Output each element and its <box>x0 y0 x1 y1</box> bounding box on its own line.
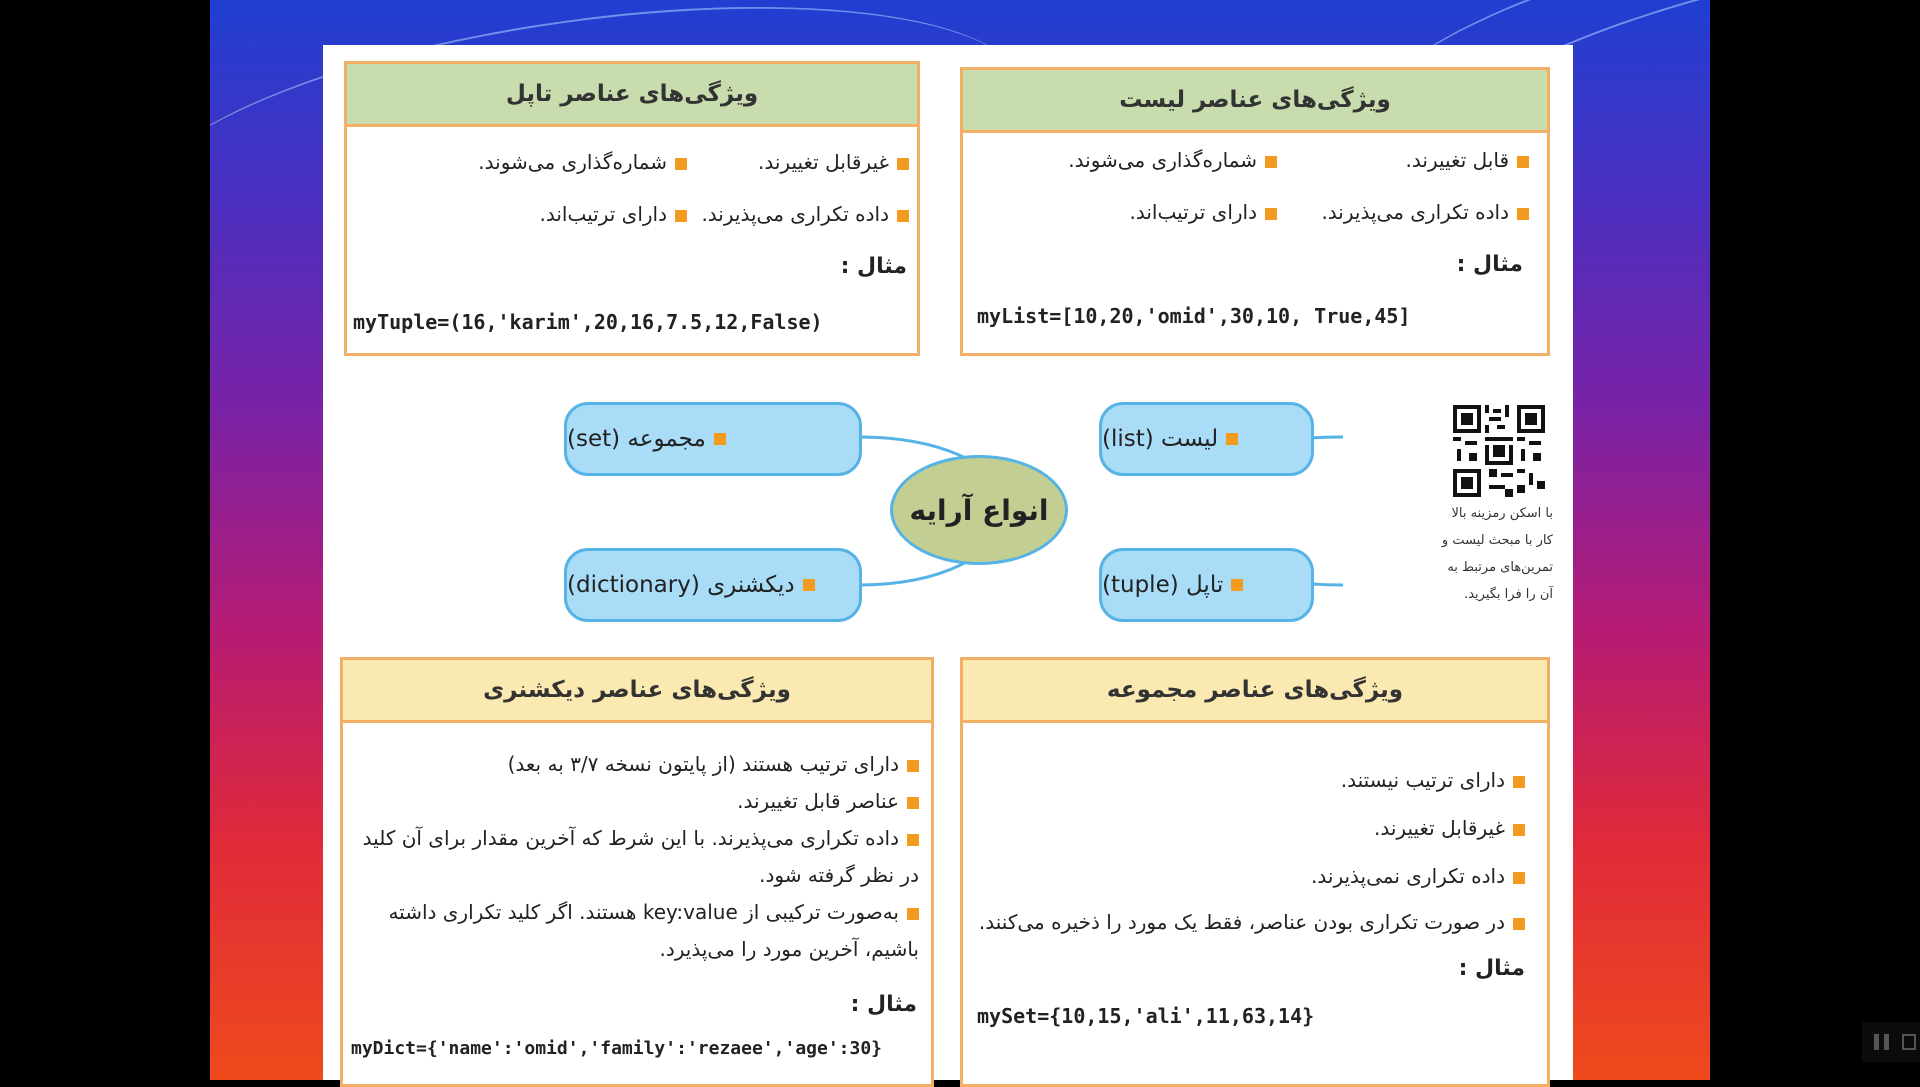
bullet-icon <box>907 797 919 809</box>
tuple-feature: غیرقابل تغییرند. <box>758 150 909 174</box>
qr-code-icon <box>1453 405 1545 497</box>
dictionary-example-label: مثال : <box>850 992 917 1017</box>
bullet-icon <box>907 760 919 772</box>
dictionary-feature-text: به‌صورت ترکیبی از key:value هستند. اگر کلید تکراری داشته باشیم، آخرین مورد را می‌پذیرد. <box>388 900 919 961</box>
dictionary-feature-text: داده تکراری می‌پذیرند. با این شرط که آخرین مقدار برای آن کلید در نظر گرفته شود. <box>362 826 919 887</box>
mindmap-node-list <box>1099 402 1314 476</box>
tuple-box-title: ویژگی‌های عناصر تاپل <box>347 64 917 127</box>
video-player-controls[interactable] <box>1862 1022 1920 1062</box>
list-example-label: مثال : <box>1456 252 1523 277</box>
tuple-code: myTuple=(16,'karim',20,16,7.5,12,False) <box>353 310 823 334</box>
mindmap-node-set <box>564 402 862 476</box>
dictionary-feature <box>351 820 919 894</box>
set-feature: دارای ترتیب نیستند. <box>1341 768 1525 792</box>
node-label: لیست (list) <box>1102 426 1219 452</box>
list-feature: شماره‌گذاری می‌شوند. <box>1068 148 1277 172</box>
bullet-icon <box>803 579 815 591</box>
dictionary-box <box>340 657 934 1087</box>
set-feature: داده تکراری نمی‌پذیرند. <box>1311 864 1525 888</box>
bullet-icon <box>714 433 726 445</box>
bullet-icon <box>1231 579 1243 591</box>
bullet-icon <box>1226 433 1238 445</box>
tuple-feature: دارای ترتیب‌اند. <box>539 202 687 226</box>
dictionary-feature <box>351 783 919 820</box>
dictionary-feature-text: دارای ترتیب هستند (از پایتون نسخه ۳/۷ به بعد) <box>507 752 899 776</box>
mindmap-node-dictionary <box>564 548 862 622</box>
node-label: مجموعه (set) <box>567 426 706 452</box>
set-example-label: مثال : <box>1458 956 1525 981</box>
set-box-title: ویژگی‌های عناصر مجموعه <box>963 660 1547 723</box>
list-feature: داده تکراری می‌پذیرند. <box>1321 200 1529 224</box>
list-feature: قابل تغییرند. <box>1406 148 1529 172</box>
dictionary-feature <box>351 746 919 783</box>
bullet-icon <box>907 834 919 846</box>
bullet-icon <box>907 908 919 920</box>
mindmap-center <box>890 455 1068 565</box>
dictionary-feature <box>351 894 919 968</box>
dictionary-feature-text: عناصر قابل تغییرند. <box>737 789 899 813</box>
tuple-feature: داده تکراری می‌پذیرند. <box>701 202 909 226</box>
dictionary-code: myDict={'name':'omid','family':'rezaee','age':30} <box>351 1038 883 1059</box>
mindmap-node-tuple <box>1099 548 1314 622</box>
tuple-feature: شماره‌گذاری می‌شوند. <box>478 150 687 174</box>
node-label: تاپل (tuple) <box>1102 572 1224 598</box>
list-feature: دارای ترتیب‌اند. <box>1129 200 1277 224</box>
dictionary-box-title: ویژگی‌های عناصر دیکشنری <box>343 660 931 723</box>
list-code: myList=[10,20,'omid',30,10, True,45] <box>977 304 1411 328</box>
list-box <box>960 67 1550 356</box>
tuple-box <box>344 61 920 356</box>
list-box-title: ویژگی‌های عناصر لیست <box>963 70 1547 133</box>
fullscreen-icon[interactable] <box>1902 1034 1916 1050</box>
set-box <box>960 657 1550 1087</box>
pause-icon[interactable] <box>1884 1034 1889 1050</box>
tuple-example-label: مثال : <box>840 254 907 279</box>
set-code: mySet={10,15,'ali',11,63,14} <box>977 1004 1315 1028</box>
textbook-page <box>323 45 1573 1080</box>
set-feature: در صورت تکراری بودن عناصر، فقط یک مورد را ذخیره می‌کنند. <box>979 910 1525 934</box>
mindmap-center-label: انواع آرایه <box>909 493 1049 527</box>
node-label: دیکشنری (dictionary) <box>567 572 795 598</box>
set-feature: غیرقابل تغییرند. <box>1374 816 1525 840</box>
qr-caption: با اسکن رمزینه بالا کار با مبحث لیست و تمرین‌های مرتبط به آن را فرا بگیرید. <box>1441 506 1553 602</box>
pause-icon[interactable] <box>1874 1034 1879 1050</box>
